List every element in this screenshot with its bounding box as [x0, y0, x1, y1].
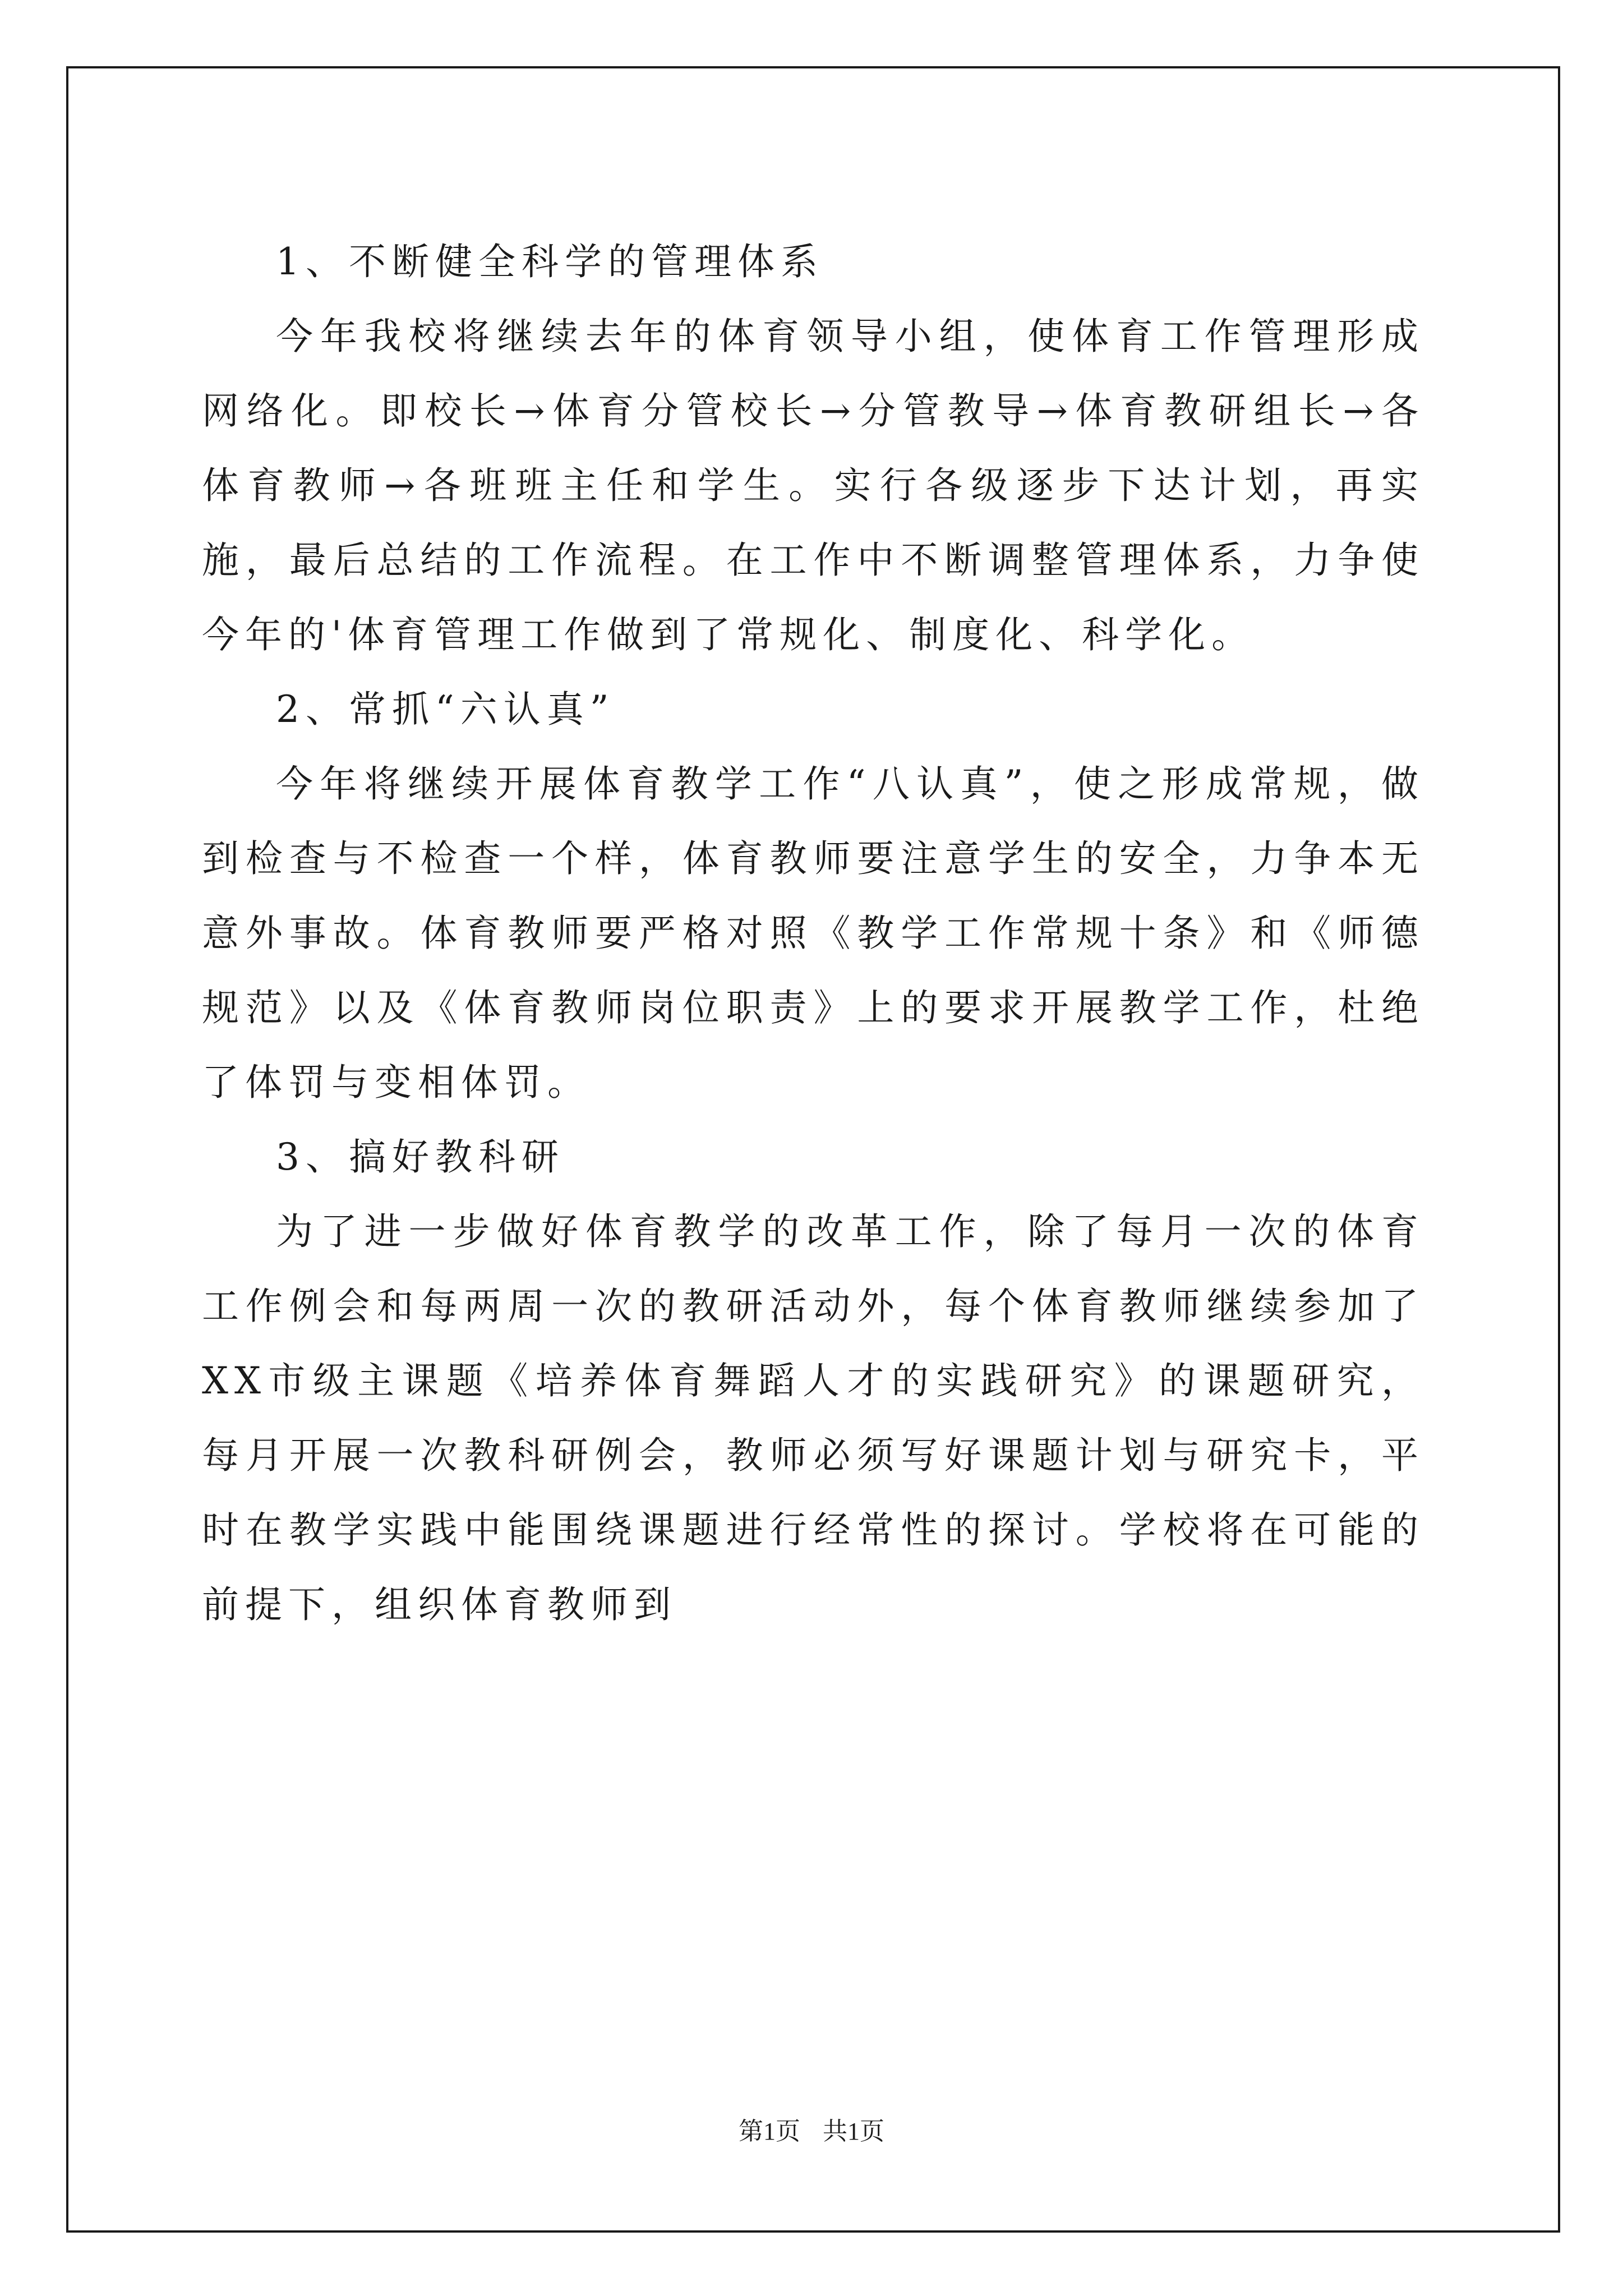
section-2-heading: 2、常抓“六认真”: [276, 688, 615, 731]
page-footer: [0, 2115, 1623, 2148]
section-1-paragraph: 今年我校将继续去年的体育领导小组，使体育工作管理形成网络化。即校长→体育分管校长→分管教导→体育教研组长→各体育教师→各班班主任和学生。实行各级逐步下达计划，再实施，最后总结的工作流程。在工作中不断调整管理体系，力争使今年的'体育管理工作做到了常规化、制度化、科学化。: [202, 315, 1424, 656]
document-body: [202, 224, 1424, 1642]
page-number-total: 共1页: [823, 2118, 884, 2145]
section-2-paragraph: 今年将继续开展体育教学工作“八认真”，使之形成常规，做到检查与不检查一个样，体育教师要注意学生的安全，力争本无意外事故。体育教师要严格对照《教学工作常规十条》和《师德规范》以及《体育教师岗位职责》上的要求开展教学工作，杜绝了体罚与变相体罚。: [202, 762, 1424, 1104]
section-1-heading: 1、不断健全科学的管理体系: [276, 240, 824, 283]
page-number-current: 第1页: [739, 2118, 800, 2145]
section-3-paragraph: 为了进一步做好体育教学的改革工作，除了每月一次的体育工作例会和每两周一次的教研活动外，每个体育教师继续参加了XX市级主课题《培养体育舞蹈人才的实践研究》的课题研究，每月开展一次教科研例会，教师必须写好课题计划与研究卡，平时在教学实践中能围绕课题进行经常性的探讨。学校将在可能的前提下，组织体育教师到: [202, 1210, 1424, 1626]
section-3-heading: 3、搞好教科研: [276, 1135, 565, 1179]
